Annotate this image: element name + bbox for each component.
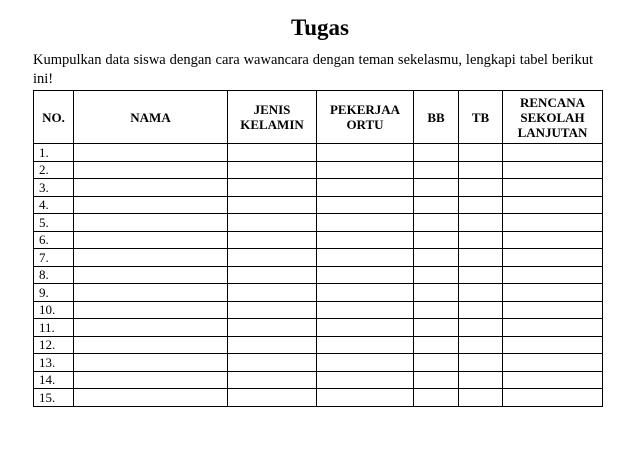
nama-cell[interactable]: [74, 231, 228, 249]
student-data-table: [33, 90, 603, 407]
row-number: 4.: [34, 196, 74, 214]
tb-cell[interactable]: [459, 214, 503, 232]
pekerjaan-ortu-cell[interactable]: [317, 161, 414, 179]
jenis-kelamin-cell[interactable]: [228, 354, 317, 372]
header-rencana-sekolah: RENCANA SEKOLAH LANJUTAN: [503, 91, 603, 144]
table-row: [34, 249, 603, 267]
pekerjaan-ortu-cell[interactable]: [317, 319, 414, 337]
nama-cell[interactable]: [74, 336, 228, 354]
tb-cell[interactable]: [459, 196, 503, 214]
nama-cell[interactable]: [74, 214, 228, 232]
bb-cell[interactable]: [414, 389, 459, 407]
jenis-kelamin-cell[interactable]: [228, 301, 317, 319]
rencana-sekolah-cell[interactable]: [503, 371, 603, 389]
nama-cell[interactable]: [74, 161, 228, 179]
pekerjaan-ortu-cell[interactable]: [317, 284, 414, 302]
table-row: [34, 161, 603, 179]
tb-cell[interactable]: [459, 144, 503, 162]
row-number: 3.: [34, 179, 74, 197]
nama-cell[interactable]: [74, 196, 228, 214]
pekerjaan-ortu-cell[interactable]: [317, 371, 414, 389]
table-row: [34, 336, 603, 354]
header-jenis-kelamin: JENIS KELAMIN: [228, 91, 317, 144]
table-row: [34, 266, 603, 284]
rencana-sekolah-cell[interactable]: [503, 179, 603, 197]
bb-cell[interactable]: [414, 249, 459, 267]
rencana-sekolah-cell[interactable]: [503, 266, 603, 284]
tb-cell[interactable]: [459, 389, 503, 407]
rencana-sekolah-cell[interactable]: [503, 231, 603, 249]
row-number: 1.: [34, 144, 74, 162]
table-row: [34, 231, 603, 249]
header-no: NO.: [34, 91, 74, 144]
bb-cell[interactable]: [414, 196, 459, 214]
nama-cell[interactable]: [74, 284, 228, 302]
rencana-sekolah-cell[interactable]: [503, 249, 603, 267]
table-row: [34, 371, 603, 389]
instructions-text: Kumpulkan data siswa dengan cara wawancara dengan teman sekelasmu, lengkapi tabel berikut ini!: [33, 52, 593, 87]
nama-cell[interactable]: [74, 179, 228, 197]
tb-cell[interactable]: [459, 161, 503, 179]
table-row: [34, 214, 603, 232]
rencana-sekolah-cell[interactable]: [503, 144, 603, 162]
pekerjaan-ortu-cell[interactable]: [317, 301, 414, 319]
bb-cell[interactable]: [414, 231, 459, 249]
rencana-sekolah-cell[interactable]: [503, 284, 603, 302]
tb-cell[interactable]: [459, 266, 503, 284]
tb-cell[interactable]: [459, 231, 503, 249]
bb-cell[interactable]: [414, 179, 459, 197]
tb-cell[interactable]: [459, 179, 503, 197]
pekerjaan-ortu-cell[interactable]: [317, 196, 414, 214]
jenis-kelamin-cell[interactable]: [228, 284, 317, 302]
tb-cell[interactable]: [459, 371, 503, 389]
row-number: 12.: [34, 336, 74, 354]
rencana-sekolah-cell[interactable]: [503, 319, 603, 337]
rencana-sekolah-cell[interactable]: [503, 354, 603, 372]
table-row: [34, 284, 603, 302]
table-row: [34, 179, 603, 197]
bb-cell[interactable]: [414, 319, 459, 337]
table-row: [34, 144, 603, 162]
jenis-kelamin-cell[interactable]: [228, 179, 317, 197]
bb-cell[interactable]: [414, 371, 459, 389]
jenis-kelamin-cell[interactable]: [228, 249, 317, 267]
nama-cell[interactable]: [74, 301, 228, 319]
tb-cell[interactable]: [459, 319, 503, 337]
jenis-kelamin-cell[interactable]: [228, 144, 317, 162]
row-number: 2.: [34, 161, 74, 179]
rencana-sekolah-cell[interactable]: [503, 389, 603, 407]
table-row: [34, 354, 603, 372]
pekerjaan-ortu-cell[interactable]: [317, 336, 414, 354]
jenis-kelamin-cell[interactable]: [228, 371, 317, 389]
nama-cell[interactable]: [74, 389, 228, 407]
nama-cell[interactable]: [74, 266, 228, 284]
nama-cell[interactable]: [74, 249, 228, 267]
row-number: 14.: [34, 371, 74, 389]
pekerjaan-ortu-cell[interactable]: [317, 179, 414, 197]
bb-cell[interactable]: [414, 161, 459, 179]
rencana-sekolah-cell[interactable]: [503, 214, 603, 232]
table-row: [34, 196, 603, 214]
jenis-kelamin-cell[interactable]: [228, 266, 317, 284]
header-bb: BB: [414, 91, 459, 144]
jenis-kelamin-cell[interactable]: [228, 231, 317, 249]
jenis-kelamin-cell[interactable]: [228, 196, 317, 214]
jenis-kelamin-cell[interactable]: [228, 161, 317, 179]
nama-cell[interactable]: [74, 354, 228, 372]
table-row: [34, 319, 603, 337]
table-row: [34, 389, 603, 407]
pekerjaan-ortu-cell[interactable]: [317, 266, 414, 284]
row-number: 11.: [34, 319, 74, 337]
bb-cell[interactable]: [414, 144, 459, 162]
row-number: 8.: [34, 266, 74, 284]
rencana-sekolah-cell[interactable]: [503, 301, 603, 319]
header-pekerjaan-ortu: PEKERJAA ORTU: [317, 91, 414, 144]
row-number: 5.: [34, 214, 74, 232]
rencana-sekolah-cell[interactable]: [503, 161, 603, 179]
bb-cell[interactable]: [414, 336, 459, 354]
row-number: 7.: [34, 249, 74, 267]
jenis-kelamin-cell[interactable]: [228, 214, 317, 232]
bb-cell[interactable]: [414, 214, 459, 232]
row-number: 6.: [34, 231, 74, 249]
page-title: Tugas: [291, 15, 349, 40]
tb-cell[interactable]: [459, 249, 503, 267]
nama-cell[interactable]: [74, 371, 228, 389]
table-header-row: [34, 91, 603, 144]
row-number: 13.: [34, 354, 74, 372]
header-tb: TB: [459, 91, 503, 144]
pekerjaan-ortu-cell[interactable]: [317, 389, 414, 407]
bb-cell[interactable]: [414, 301, 459, 319]
jenis-kelamin-cell[interactable]: [228, 336, 317, 354]
jenis-kelamin-cell[interactable]: [228, 319, 317, 337]
tb-cell[interactable]: [459, 354, 503, 372]
nama-cell[interactable]: [74, 319, 228, 337]
rencana-sekolah-cell[interactable]: [503, 196, 603, 214]
jenis-kelamin-cell[interactable]: [228, 389, 317, 407]
bb-cell[interactable]: [414, 266, 459, 284]
pekerjaan-ortu-cell[interactable]: [317, 231, 414, 249]
row-number: 10.: [34, 301, 74, 319]
rencana-sekolah-cell[interactable]: [503, 336, 603, 354]
pekerjaan-ortu-cell[interactable]: [317, 354, 414, 372]
table-body: [34, 144, 603, 407]
bb-cell[interactable]: [414, 354, 459, 372]
pekerjaan-ortu-cell[interactable]: [317, 214, 414, 232]
header-nama: NAMA: [74, 91, 228, 144]
table-row: [34, 301, 603, 319]
row-number: 15.: [34, 389, 74, 407]
pekerjaan-ortu-cell[interactable]: [317, 249, 414, 267]
bb-cell[interactable]: [414, 284, 459, 302]
row-number: 9.: [34, 284, 74, 302]
pekerjaan-ortu-cell[interactable]: [317, 144, 414, 162]
tb-cell[interactable]: [459, 336, 503, 354]
tb-cell[interactable]: [459, 284, 503, 302]
nama-cell[interactable]: [74, 144, 228, 162]
tb-cell[interactable]: [459, 301, 503, 319]
